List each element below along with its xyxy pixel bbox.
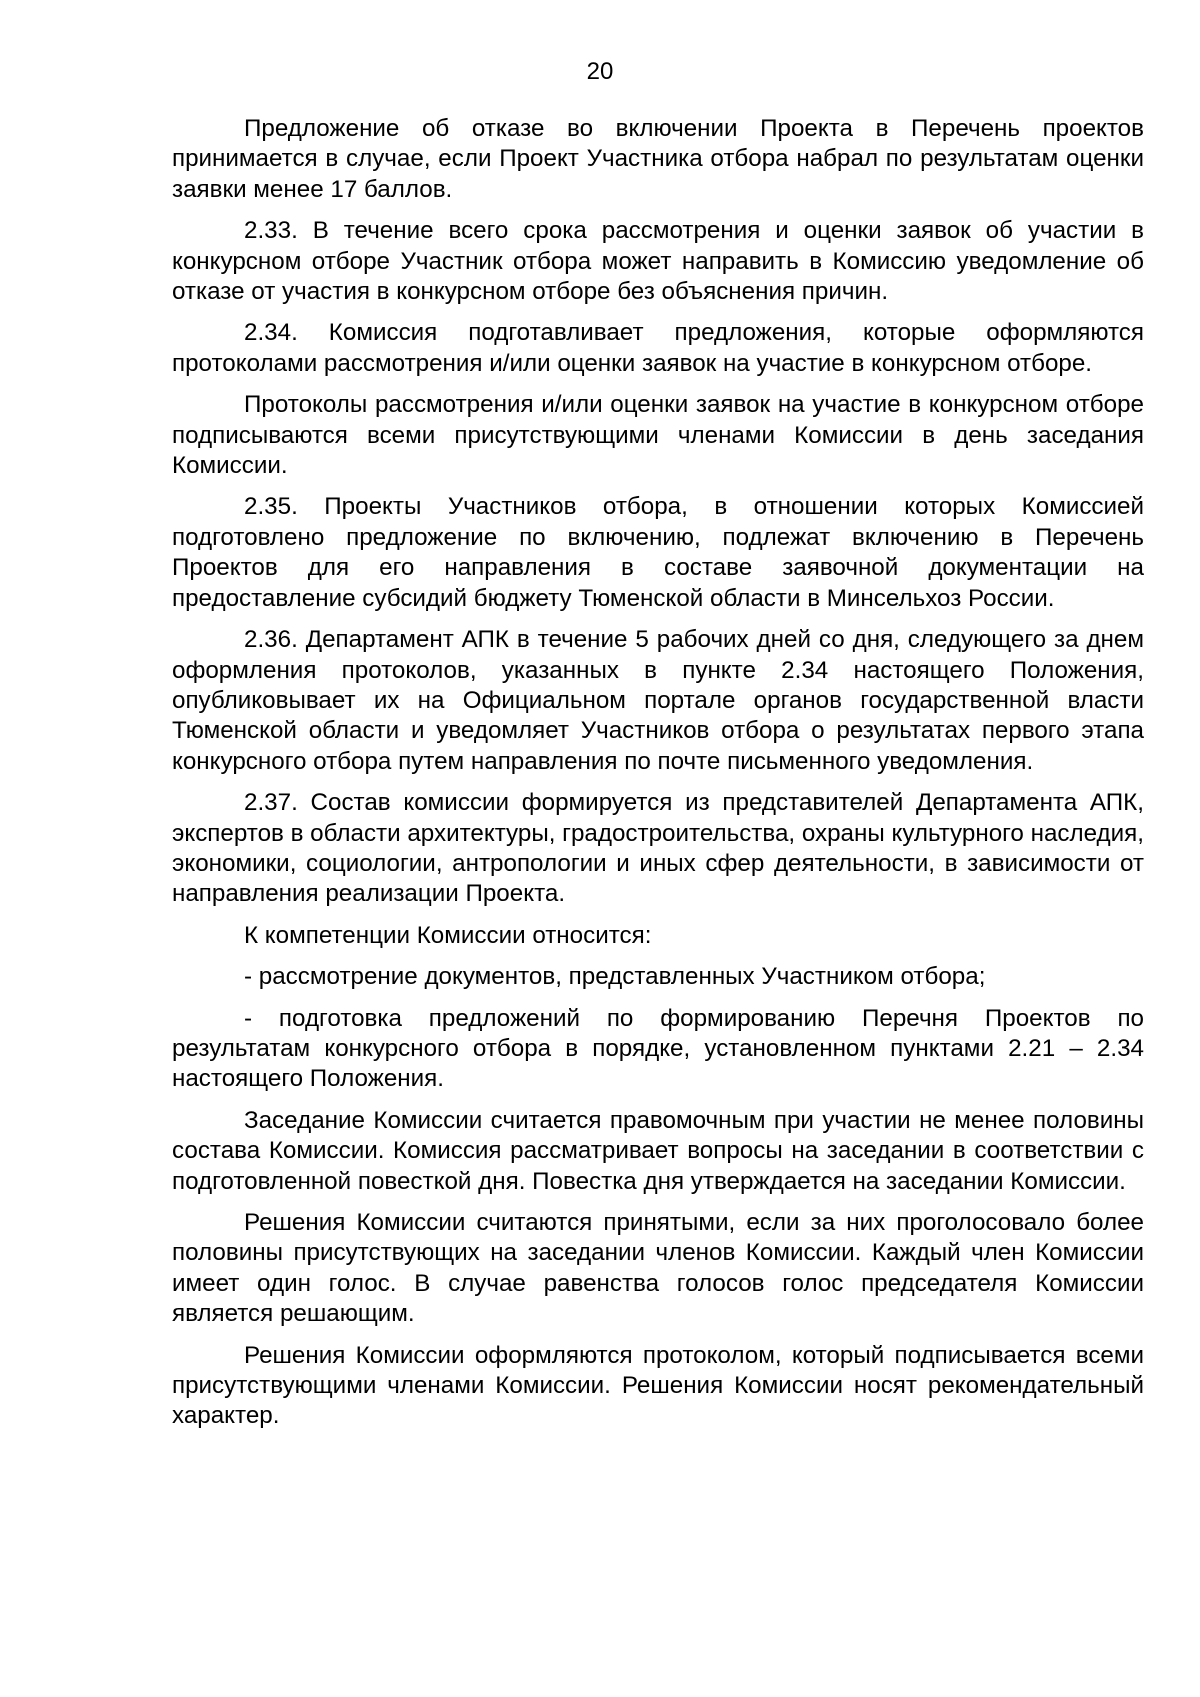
- paragraph-competence-item-1: - рассмотрение документов, представленных Участником отбора;: [244, 963, 986, 991]
- paragraph-protocols: Протоколы рассмотрения и/или оценки заявок на участие в конкурсном отборе подписываются всеми присутствующими членами Комиссии в день заседания Комиссии.: [172, 391, 1144, 480]
- paragraph-2-36: 2.36. Департамент АПК в течение 5 рабочих дней со дня, следующего за днем оформления протоколов, указанных в пункте 2.34 настоящего Положения, опубликовывает их на Официальном портале органов государственной власти Тюменской области и уведомляет Участников отбора о результатах первого этапа конкурсного отбора путем направления по почте письменного уведомления.: [172, 626, 1144, 775]
- paragraph-decisions-protocol: Решения Комиссии оформляются протоколом, который подписывается всеми присутствующими членами Комиссии. Решения Комиссии носят рекомендательный характер.: [172, 1341, 1144, 1430]
- paragraph-refusal-proposal: Предложение об отказе во включении Проекта в Перечень проектов принимается в случае, если Проект Участника отбора набрал по результатам оценки заявки менее 17 баллов.: [172, 115, 1144, 203]
- document-body: [172, 114, 1144, 1443]
- page-number: 20: [586, 58, 614, 85]
- paragraph-2-34: 2.34. Комиссия подготавливает предложения, которые оформляются протоколами рассмотрения и/или оценки заявок на участие в конкурсном отборе.: [172, 319, 1144, 377]
- paragraph-quorum: Заседание Комиссии считается правомочным при участии не менее половины состава Комиссии. Комиссия рассматривает вопросы на заседании в соответствии с подготовленной повесткой дня. Повестка дня утверждается на заседании Комиссии.: [172, 1106, 1144, 1195]
- paragraph-2-35: 2.35. Проекты Участников отбора, в отношении которых Комиссией подготовлено предложение по включению, подлежат включению в Перечень Проектов для его направления в составе заявочной документации на предоставление субсидий бюджету Тюменской области в Минсельхоз России.: [172, 493, 1144, 612]
- paragraph-decisions-voting: Решения Комиссии считаются принятыми, если за них проголосовало более половины присутствующих на заседании членов Комиссии. Каждый член Комиссии имеет один голос. В случае равенства голосов голос председателя Комиссии является решающим.: [172, 1209, 1144, 1328]
- paragraph-2-37: 2.37. Состав комиссии формируется из представителей Департамента АПК, экспертов в области архитектуры, градостроительства, охраны культурного наследия, экономики, социологии, антропологии и иных сфер деятельности, в зависимости от направления реализации Проекта.: [172, 789, 1144, 908]
- paragraph-competence-item-2: - подготовка предложений по формированию Перечня Проектов по результатам конкурсного отбора в порядке, установленном пунктами 2.21 – 2.34 настоящего Положения.: [172, 1004, 1144, 1093]
- paragraph-2-33: 2.33. В течение всего срока рассмотрения и оценки заявок об участии в конкурсном отборе Участник отбора может направить в Комиссию уведомление об отказе от участия в конкурсном отборе без объяснения причин.: [172, 217, 1144, 306]
- paragraph-competence-intro: К компетенции Комиссии относится:: [244, 921, 652, 949]
